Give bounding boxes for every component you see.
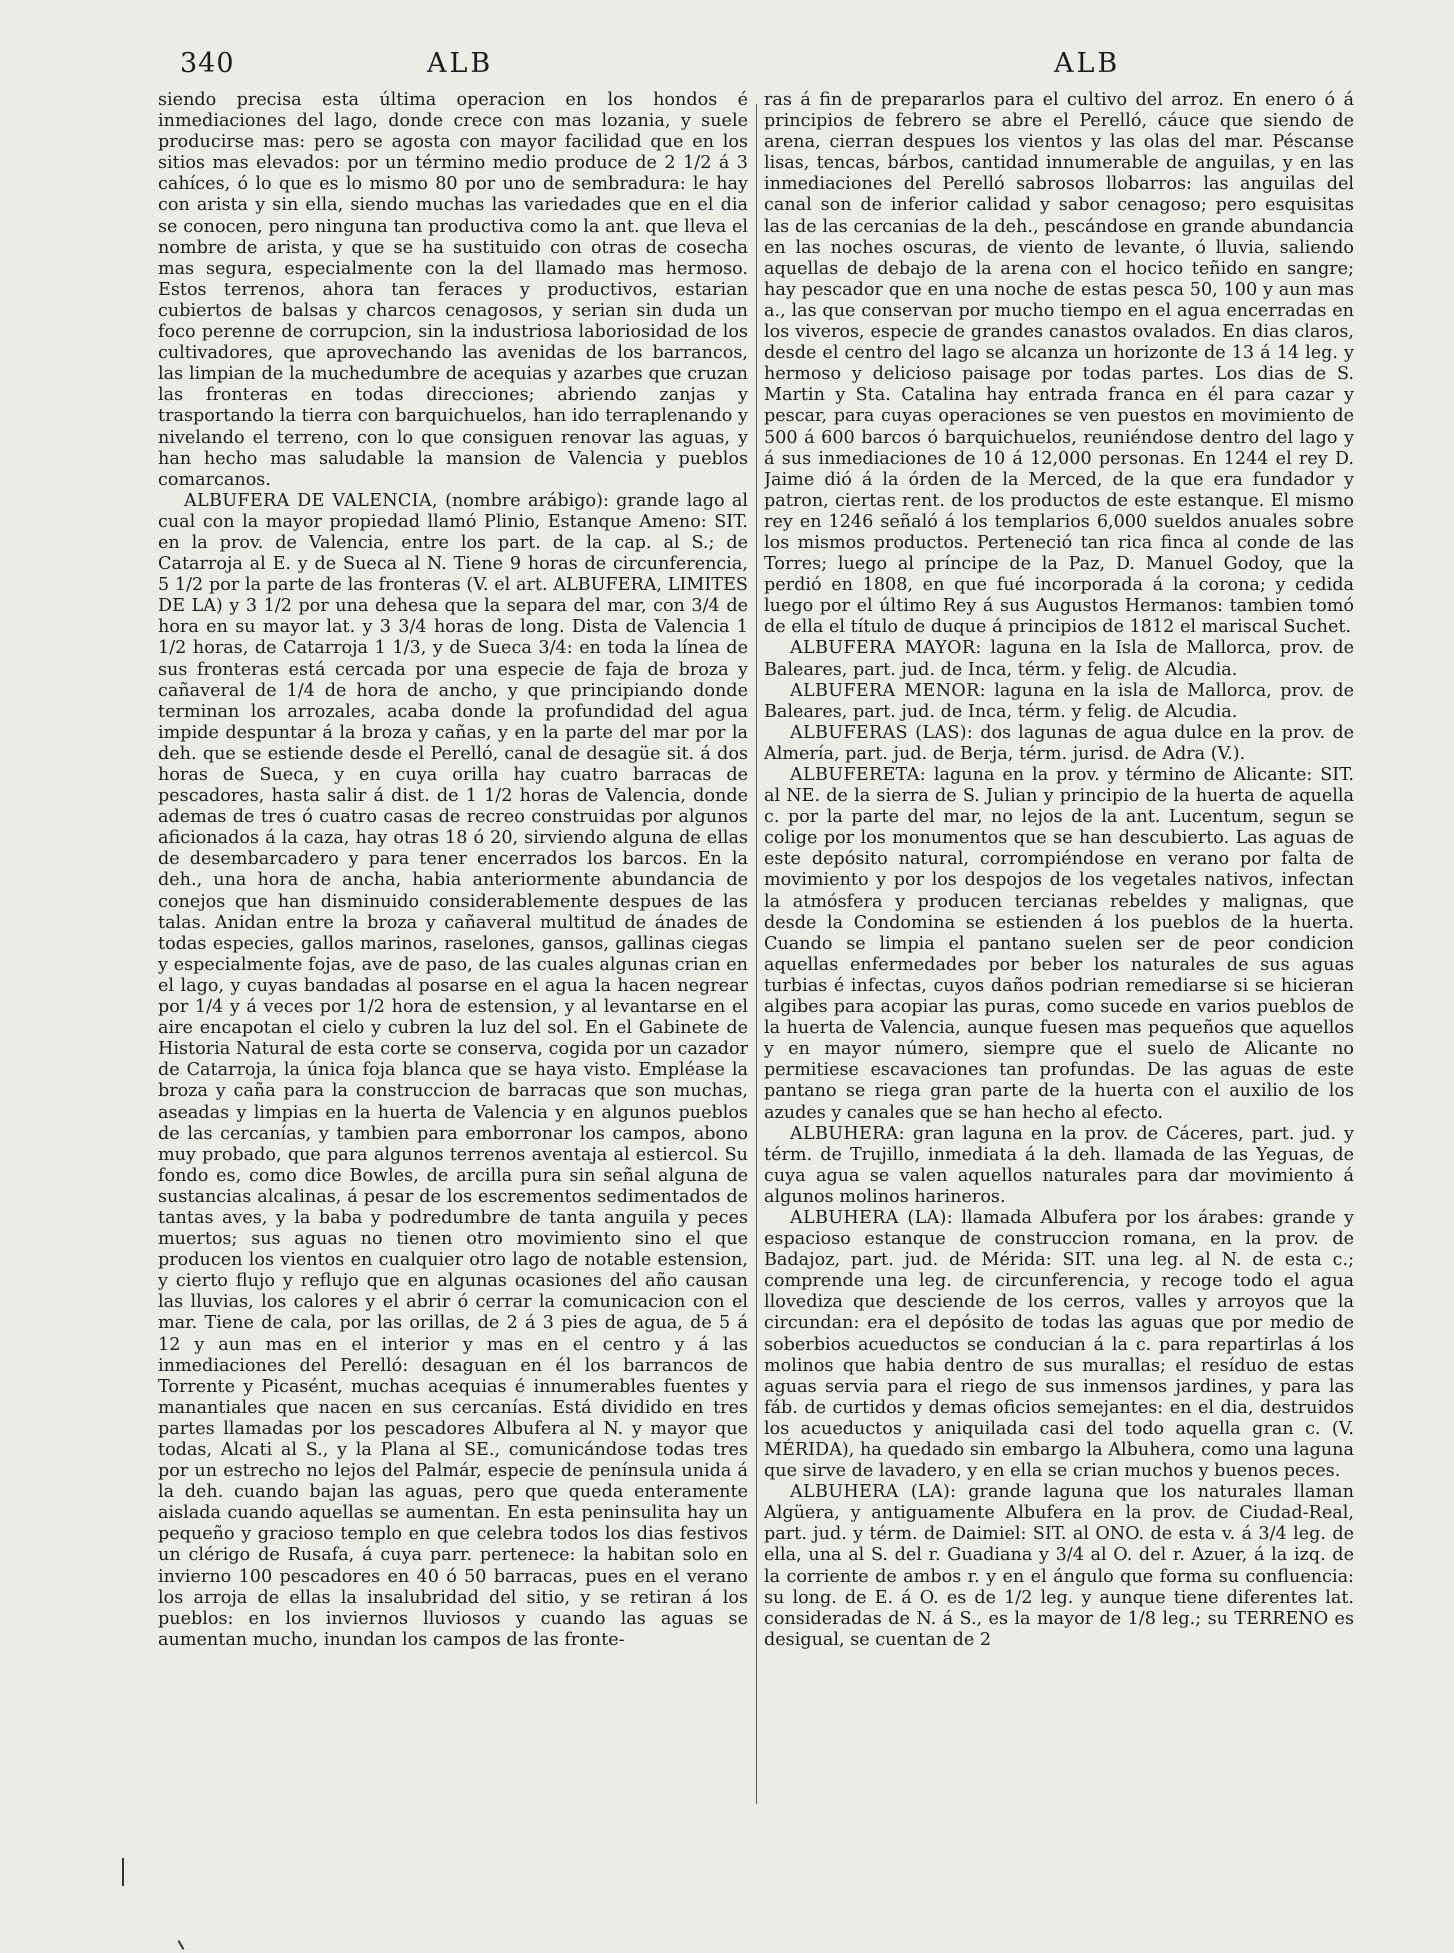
entry-head: ALBUHERA (LA): bbox=[790, 1207, 953, 1228]
entry-text: grande laguna que los naturales llaman Algüera, y antiguamente Albufera en la prov. de Ciudad-Real, part. jud. y térm. de Daimiel: SIT. al ONO. de esta v. á 3/4 leg. de ella, una al S. del r. Guadiana y 3/4 al O. del r. Azuer, á la izq. de la corriente de ambos r. y en el ángulo que forma su confluencia: su long. de E. á O. es de 1/2 leg. y aunque tiene diferentes lat. consideradas de N. á S., es la mayor de 1/8 leg.; su TERRENO es desigual, se cuentan de 2 bbox=[764, 1482, 1354, 1650]
entry-text: laguna en la Isla de Mallorca, prov. de Baleares, part. jud. de Inca, térm. y felig. de Alcudia. bbox=[764, 638, 1354, 680]
entry-albuhera bbox=[764, 1124, 1354, 1208]
entry-albufereta bbox=[764, 765, 1354, 1124]
entry-head: ALBUHERA (LA): bbox=[790, 1482, 957, 1503]
entry-head: ALBUFERA MAYOR: bbox=[790, 638, 982, 659]
running-head-right: ALB bbox=[1054, 48, 1121, 79]
entry-albufera-menor bbox=[764, 681, 1354, 723]
entry-head: ALBUHERA: bbox=[790, 1123, 905, 1144]
entry-text: (nombre arábigo): grande lago al cual con la mayor propiedad llamó Plinio, Estanque Ameno: SIT. en la prov. de Valencia, entre los part. de la cap. al S.; de Catarroja al E. y de Sueca al N. Tiene 9 horas de circunferencia, 5 1/2 por la parte de las fronteras (V. el art. ALBUFERA, LIMITES DE LA) y 3 1/2 por una dehesa que la separa del mar, con 3/4 de hora en su mayor lat. y 3 3/4 horas de long. Dista de Valencia 1 1/2 horas, de Catarroja 1 1/3, y de Sueca 3/4: en toda la línea de sus fronteras está cercada por una especie de faja de broza y cañaveral de 1/4 de hora de ancho, y que principiando donde terminan los arrozales, acaba donde la profundidad del agua impide despuntar á la broza y cañas, y en la parte del mar por la deh. que se estiende desde el Perelló, canal de desagüe sit. á dos horas de Sueca, y en cuya orilla hay cuatro barracas de pescadores, hasta salir á dist. de 1 1/2 horas de Valencia, donde ademas de tres ó cuatro casas de recreo construidas por algunos aficionados á la caza, hay otras 18 ó 20, sirviendo alguna de ellas de desembarcadero y para tener encerrados los barcos. En la deh., una hora de ancha, habia anteriormente abundancia de conejos que han disminuido considerablemente despues de las talas. Anidan entre la broza y cañaveral multitud de ánades de todas especies, gallos marinos, raselones, gansos, gallinas ciegas y especialmente fojas, ave de paso, de las cuales algunas crian en el lago, y cuyas bandadas al posarse en el agua la hacen negrear por 1/4 y á veces por 1/2 hora de estension, y al levantarse en el aire encapotan el cielo y cubren la luz del sol. En el Gabinete de Historia Natural de esta corte se conserva, cogida por un cazador de Catarroja, la única foja blanca que se haya visto. Empléase la broza y caña para la construccion de barracas que son muchas, aseadas y limpias en la huerta de Valencia y en algunos pueblos de las cercanías, y tambien para emborronar los campos, abono muy probado, que para algunos terrenos aventaja al estiercol. Su fondo es, como dice Bowles, de arcilla pura sin señal alguna de sustancias alcalinas, á pesar de los escrementos sedimentados de tantas aves, y la baba y podredumbre de tanta anguila y peces muertos; sus aguas no tienen otro movimiento sino el que producen los vientos en cualquier otro lago de notable estension, y cierto flujo y reflujo que en algunas ocasiones del año causan las lluvias, los calores y el abrir ó cerrar la comunicacion con el mar. Tiene de cala, por las orillas, de 2 á 3 pies de agua, de 5 á 12 y aun mas en el interior y mas en el centro y á las inmediaciones del Perelló: desaguan en él los barrancos de Torrente y Picasént, muchas acequias é innumerables fuentes y manantiales que nacen en sus cercanías. Está dividido en tres partes llamadas por los pescadores Albufera al N. y mayor que todas, Alcati al S., y la Plana al SE., comunicándose todas tres por un estrecho no lejos del Palmár, especie de península unida á la deh. cuando bajan las aguas, pero que queda enteramente aislada cuando aquellas se aumentan. En esta peninsulita hay un pequeño y gracioso templo en que celebra todos los dias festivos un clérigo de Rusafa, á cuya parr. pertenece: la habitan solo en invierno 100 pescadores en 40 ó 50 barracas, pues en el verano los arroja de ellas la insalubridad del sitio, y se retiran á los pueblos: en los inviernos lluviosos y cuando las aguas se aumentan mucho, inundan los campos de las fronte- bbox=[158, 490, 748, 1650]
entry-text: dos lagunas de agua dulce en la prov. de Almería, part. jud. de Berja, térm. jurisd. de Adra (V.). bbox=[764, 722, 1354, 764]
entry-albuferas bbox=[764, 723, 1354, 765]
entry-head: ALBUFERETA: bbox=[790, 765, 926, 785]
left-column bbox=[158, 90, 748, 1825]
entry-head: ALBUFERA MENOR: bbox=[790, 680, 986, 701]
entry-text: laguna en la prov. y término de Alicante: SIT. al NE. de la sierra de S. Julian y principio de la huerta de aquella c. por la parte del mar, no lejos de la ant. Lucentum, segun se colige por los monumentos que se han descubierto. Las aguas de este depósito natural, corrompiéndose en verano por falta de movimiento y por los despojos de los vegetales nativos, infectan la atmósfera y producen tercianas rebeldes y malignas, que desde la Condomina se estienden á los pueblos de la huerta. Cuando se limpia el pantano suelen ser de peor condicion aquellas enfermedades por beber los naturales de sus aguas turbias é infectas, cuyos daños podrian remediarse si se hicieran algibes para acopiar las puras, como sucede en varios pueblos de la huerta de Valencia, aunque fuesen mas pequeños que aquellos y en mayor número, siempre que el suelo de Alicante no permitiese escavaciones tan profundas. De las aguas de este pantano se riega gran parte de la huerta con el auxilio de los azudes y canales que se han hecho al efecto. bbox=[764, 765, 1354, 1123]
entry-head: ALBUFERAS (LAS): bbox=[790, 722, 974, 743]
entry-text: llamada Albufera por los árabes: grande y espacioso estanque de construccion romana, en la prov. de Badajoz, part. jud. de Mérida: SIT. una leg. al N. de esta c.; comprende una leg. de circunferencia, y recoge todo el agua llovediza que desciende de los cerros, valles y arroyos que la circundan: era el depósito de todas las aguas que por medio de soberbios acueductos se conducian á la c. para repartirlas á los molinos que habia dentro de sus murallas; el resíduo de estas aguas servia para el riego de sus inmensos jardines, y para las fáb. de curtidos y demas oficios semejantes: en el dia, destruidos los acueductos y aniquilada casi del todo aquella gran c. (V. MÉRIDA), ha quedado sin embargo la Albuhera, como una laguna que sirve de lavadero, y en ella se crian muchos y buenos peces. bbox=[764, 1207, 1354, 1482]
column-rule bbox=[756, 104, 757, 1804]
paragraph-text: ras á fin de prepararlos para el cultivo del arroz. En enero ó á principios de febrero se abre el Perelló, cáuce que siendo de arena, cierran despues los vientos y las olas del mar. Péscanse lisas, tencas, bárbos, cantidad innumerable de anguilas, y en las inmediaciones del Perelló sabrosos llobarros: las anguilas del canal son de inferior calidad y sabor cenagoso; pero esquisitas las de las cercanias de la deh., pescándose en grande abundancia en las noches oscuras, de viento de levante, ó lluvia, saliendo aquellas de debajo de la arena con el hocico teñido en sangre; hay pescador que en una noche de estas pesca 50, 100 y aun mas a., las que conservan por mucho tiempo en el agua encerradas en los viveros, especie de grandes canastos ovalados. En dias claros, desde el centro del lago se alcanza un horizonte de 13 á 14 leg. y hermoso y delicioso paisage por todas partes. Los dias de S. Martin y Sta. Catalina hay entrada franca en él para cazar y pescar, para cuyas operaciones se ven puestos en movimiento de 500 á 600 barcos ó barquichuelos, reuniéndose dentro del lago y á sus inmediaciones de 10 á 12,000 personas. En 1244 el rey D. Jaime dió á la órden de la Merced, de la que era fundador y patron, ciertas rent. de los productos de este estanque. El mismo rey en 1246 señaló á los templarios 6,000 sueldos anuales sobre los mismos productos. Perteneció tan rica finca al conde de las Torres; luego al príncipe de la Paz, D. Manuel Godoy, que la perdió en 1808, en que fué incorporada á la corona; y cedida luego por el último Rey á sus Augustos Hermanos: tambien tomó de ella el título de duque á principios de 1812 el mariscal Suchet. bbox=[764, 90, 1354, 638]
scan-mark bbox=[122, 1858, 124, 1886]
paragraph bbox=[158, 90, 748, 491]
page-header bbox=[0, 48, 1454, 88]
page-number: 340 bbox=[180, 48, 235, 79]
entry-albuhera-la-ciudad-real bbox=[764, 1482, 1354, 1651]
entry-head: ALBUFERA DE VALENCIA, bbox=[184, 490, 438, 511]
paragraph bbox=[764, 90, 1354, 638]
entry-albufera-de-valencia bbox=[158, 491, 748, 1651]
entry-albuhera-la-badajoz bbox=[764, 1208, 1354, 1482]
paragraph-text: siendo precisa esta última operacion en los hondos é inmediaciones del lago, donde crece con mas lozania, y suele producirse mas: pero se agosta con mayor facilidad que en los sitios mas elevados: por un término medio produce de 2 1/2 á 3 cahíces, ó lo que es lo mismo 80 por uno de sembradura: le hay con arista y sin ella, siendo muchas las variedades que en el dia se conocen, pero ninguna tan productiva como la ant. que lleva el nombre de arista, y que se ha sustituido con otras de cosecha mas segura, especialmente con la del llamado mas hermoso. Estos terrenos, ahora tan feraces y productivos, estarian cubiertos de balsas y charcos cenagosos, y serian sin duda un foco perenne de corrupcion, sin la industriosa laboriosidad de los cultivadores, que aprovechando las avenidas de los barrancos, las limpian de la muchedumbre de acequias y azarbes que cruzan las fronteras en todas direcciones; abriendo zanjas y trasportando la tierra con barquichuelos, han ido terraplenando y nivelando el terreno, con lo que consiguen renovar las aguas, y han hecho mas saludable la mansion de Valencia y pueblos comarcanos. bbox=[158, 90, 748, 490]
running-head-left: ALB bbox=[427, 48, 494, 79]
entry-text: gran laguna en la prov. de Cáceres, part. jud. y térm. de Trujillo, inmediata á la deh. llamada de las Yeguas, de cuya agua se valen aquellos naturales para dar movimiento á algunos molinos harineros. bbox=[764, 1123, 1354, 1207]
right-column bbox=[764, 90, 1354, 1825]
entry-text: laguna en la isla de Mallorca, prov. de Baleares, part. jud. de Inca, térm. y felig. de Alcudia. bbox=[764, 680, 1354, 722]
entry-albufera-mayor bbox=[764, 638, 1354, 680]
scan-mark bbox=[178, 1940, 185, 1950]
